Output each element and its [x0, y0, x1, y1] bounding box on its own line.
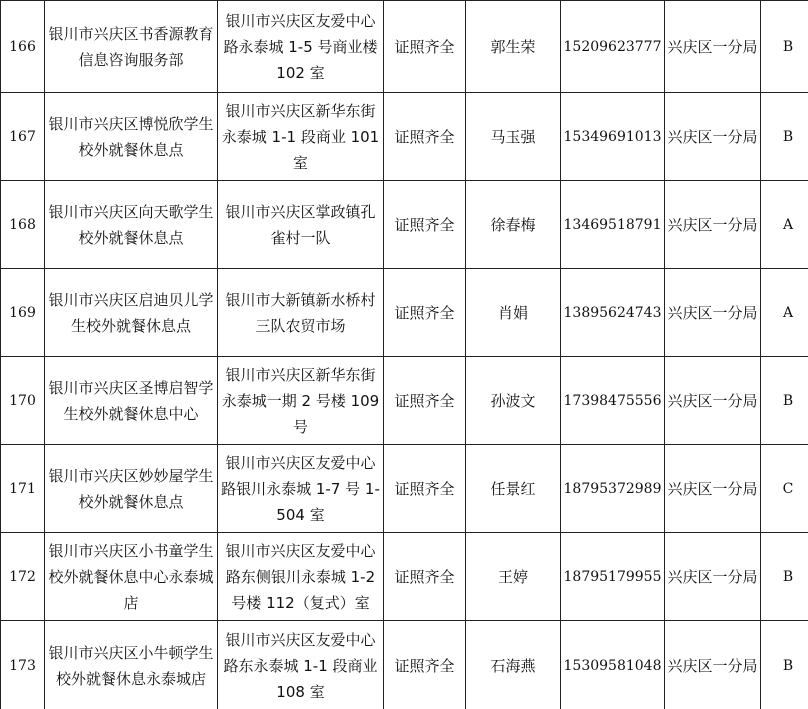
phone-cell: 13469518791: [561, 181, 665, 269]
address-cell: [218, 269, 384, 357]
business-name: 银川市兴庆区启迪贝儿学生校外就餐休息点: [48, 290, 214, 335]
business-name-cell: [45, 269, 218, 357]
address-cell: [218, 357, 384, 445]
owner-name-cell: 马玉强: [466, 93, 561, 181]
bureau-cell: 兴庆区一分局: [665, 1, 761, 93]
phone-cell: 18795372989: [561, 445, 665, 533]
bureau-cell: 兴庆区一分局: [665, 357, 761, 445]
business-name-cell: [45, 181, 218, 269]
business-name-cell: [45, 93, 218, 181]
row-number-cell: 170: [1, 357, 45, 445]
address: 银川市兴庆区友爱中心路东永泰城 1-1 段商业 108 室: [223, 630, 378, 701]
row-number-cell: 169: [1, 269, 45, 357]
license-status-cell: 证照齐全: [384, 269, 466, 357]
business-name: 银川市兴庆区圣博启智学生校外就餐休息中心: [48, 378, 214, 423]
license-status-cell: 证照齐全: [384, 445, 466, 533]
grade-cell: B: [761, 533, 808, 621]
business-name-cell: [45, 1, 218, 93]
business-name: 银川市兴庆区妙妙屋学生校外就餐休息点: [48, 466, 214, 511]
row-number-cell: 171: [1, 445, 45, 533]
business-name: 银川市兴庆区向天歌学生校外就餐休息点: [48, 202, 214, 247]
phone-cell: 13895624743: [561, 269, 665, 357]
address-cell: [218, 181, 384, 269]
license-status-cell: 证照齐全: [384, 1, 466, 93]
grade-cell: B: [761, 1, 808, 93]
grade-cell: A: [761, 181, 808, 269]
bureau-cell: 兴庆区一分局: [665, 445, 761, 533]
phone-cell: 18795179955: [561, 533, 665, 621]
table-row: [1, 93, 808, 181]
business-name-cell: [45, 621, 218, 709]
bureau-cell: 兴庆区一分局: [665, 93, 761, 181]
owner-name-cell: 郭生荣: [466, 1, 561, 93]
owner-name-cell: 肖娟: [466, 269, 561, 357]
phone-cell: 15209623777: [561, 1, 665, 93]
owner-name-cell: 孙波文: [466, 357, 561, 445]
license-status-cell: 证照齐全: [384, 621, 466, 709]
address-cell: [218, 93, 384, 181]
table-row: [1, 445, 808, 533]
business-name: 银川市兴庆区小书童学生校外就餐休息中心永泰城店: [48, 541, 214, 612]
address-cell: [218, 533, 384, 621]
phone-cell: 15349691013: [561, 93, 665, 181]
bureau-cell: 兴庆区一分局: [665, 181, 761, 269]
address: 银川市兴庆区友爱中心路永泰城 1-5 号商业楼 102 室: [223, 11, 378, 82]
address-cell: [218, 621, 384, 709]
grade-cell: B: [761, 621, 808, 709]
address: 银川市大新镇新水桥村三队农贸市场: [225, 290, 376, 335]
license-status-cell: 证照齐全: [384, 357, 466, 445]
address-cell: [218, 445, 384, 533]
grade-cell: C: [761, 445, 808, 533]
business-name-cell: [45, 533, 218, 621]
business-name: 银川市兴庆区小牛顿学生校外就餐休息永泰城店: [48, 643, 214, 688]
table-row: [1, 621, 808, 709]
license-status-cell: 证照齐全: [384, 93, 466, 181]
table-row: [1, 269, 808, 357]
business-name: 银川市兴庆区书香源教育信息咨询服务部: [48, 24, 214, 69]
bureau-cell: 兴庆区一分局: [665, 269, 761, 357]
table-row: [1, 1, 808, 93]
owner-name-cell: 任景红: [466, 445, 561, 533]
row-number-cell: 172: [1, 533, 45, 621]
address: 银川市兴庆区掌政镇孔雀村一队: [225, 202, 376, 247]
business-name-cell: [45, 445, 218, 533]
table-row: [1, 357, 808, 445]
bureau-cell: 兴庆区一分局: [665, 621, 761, 709]
address: 银川市兴庆区新华东街永泰城 1-1 段商业 101 室: [221, 101, 380, 172]
address: 银川市兴庆区友爱中心路银川永泰城 1-7 号 1-504 室: [221, 453, 380, 524]
row-number-cell: 173: [1, 621, 45, 709]
table-row: [1, 533, 808, 621]
business-name-cell: [45, 357, 218, 445]
bureau-cell: 兴庆区一分局: [665, 533, 761, 621]
address: 银川市兴庆区友爱中心路东侧银川永泰城 1-2 号楼 112（复式）室: [225, 541, 376, 612]
address-cell: [218, 1, 384, 93]
grade-cell: B: [761, 357, 808, 445]
license-status-cell: 证照齐全: [384, 181, 466, 269]
row-number-cell: 167: [1, 93, 45, 181]
business-name: 银川市兴庆区博悦欣学生校外就餐休息点: [48, 114, 214, 159]
owner-name-cell: 石海燕: [466, 621, 561, 709]
phone-cell: 15309581048: [561, 621, 665, 709]
owner-name-cell: 王婷: [466, 533, 561, 621]
owner-name-cell: 徐春梅: [466, 181, 561, 269]
row-number-cell: 168: [1, 181, 45, 269]
phone-cell: 17398475556: [561, 357, 665, 445]
table-row: [1, 181, 808, 269]
row-number-cell: 166: [1, 1, 45, 93]
license-status-cell: 证照齐全: [384, 533, 466, 621]
address: 银川市兴庆区新华东街永泰城一期 2 号楼 109 号: [221, 365, 380, 436]
grade-cell: A: [761, 269, 808, 357]
grade-cell: B: [761, 93, 808, 181]
